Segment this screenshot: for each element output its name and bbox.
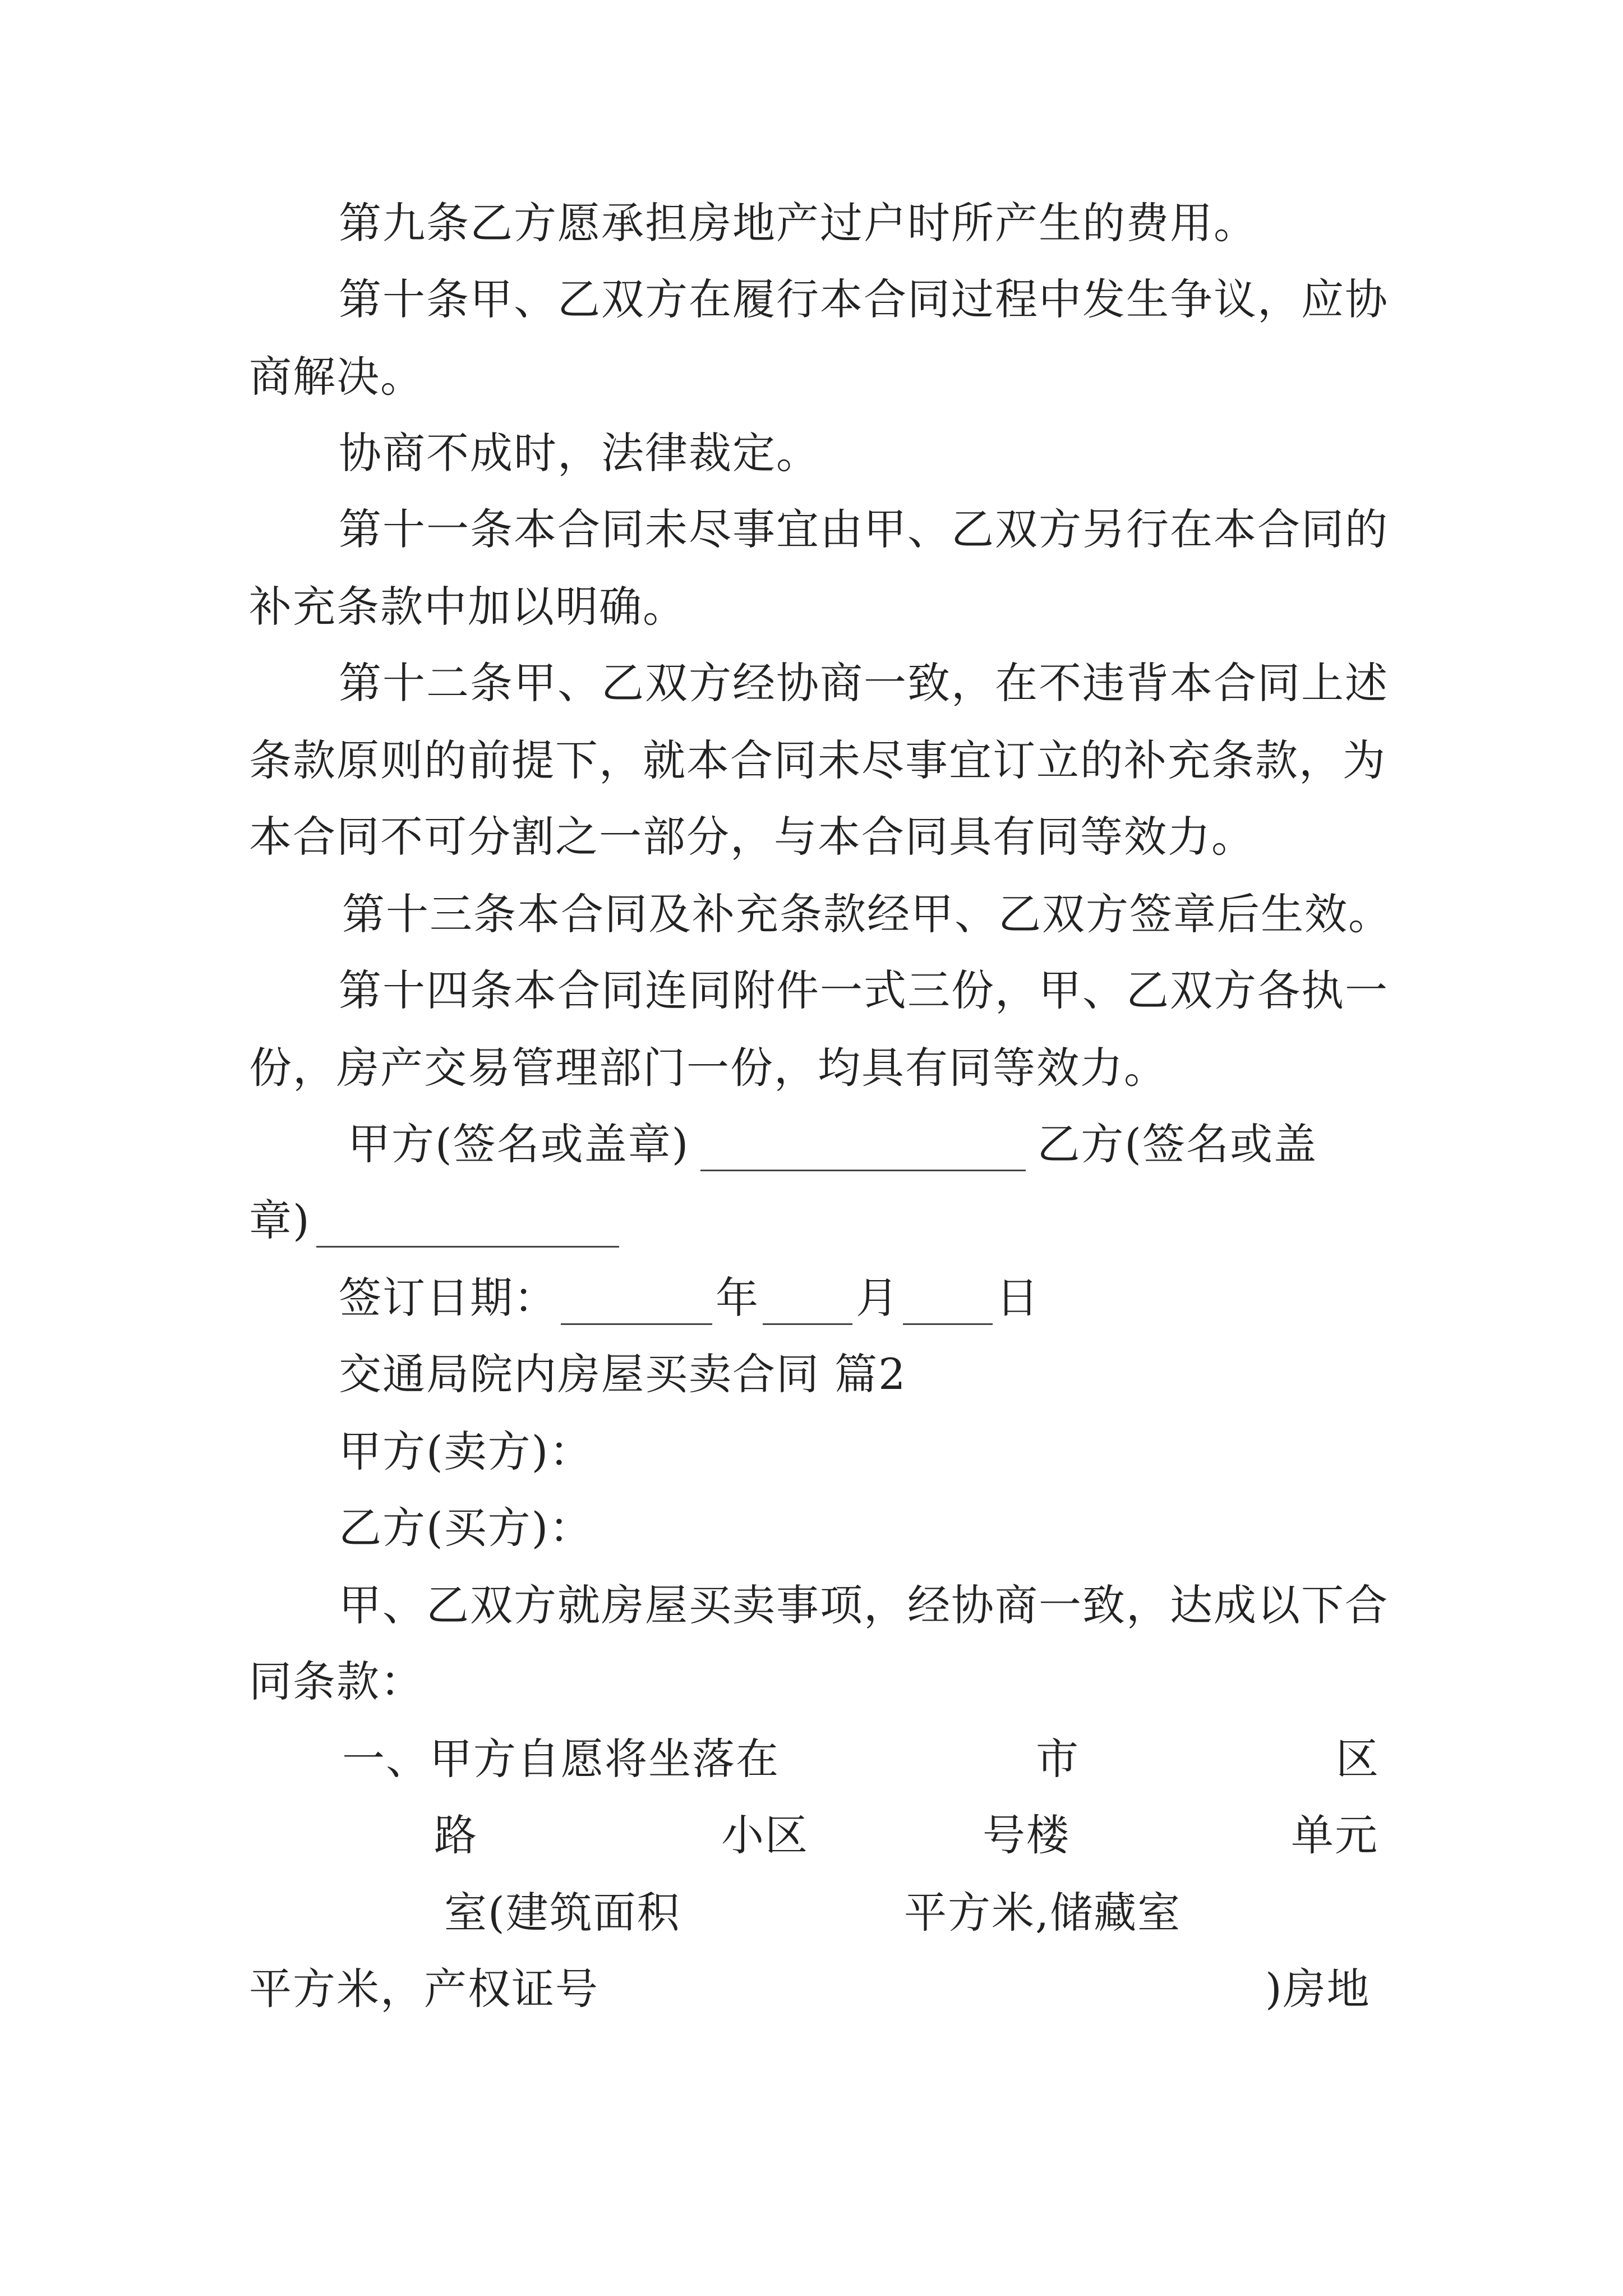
sign-date-month-label: 月 [856, 1273, 900, 1323]
party-buyer: 乙方(买方)： [339, 1503, 593, 1553]
clause-one-unit-label: 单元 [1291, 1810, 1378, 1860]
article-13-line-1: 第十三条本合同及补充条款经甲、乙双方签章后生效。 [342, 889, 1392, 939]
clause-one-room-area-label: 室(建筑面积 [444, 1888, 681, 1938]
article-10-line-2: 商解决。 [249, 352, 424, 402]
clause-one-row-4 [0, 1962, 1623, 2016]
article-9-line-1: 第九条乙方愿承担房地产过户时所产生的费用。 [339, 198, 1257, 248]
article-10-line-1: 第十条甲、乙双方在履行本合同过程中发生争议，应协 [339, 274, 1389, 324]
sign-date-day-label: 日 [996, 1273, 1040, 1323]
article-11-line-2: 补充条款中加以明确。 [249, 582, 686, 632]
section-title: 交通局院内房屋买卖合同 篇2 [339, 1349, 907, 1399]
article-11-line-1: 第十一条本合同未尽事宜由甲、乙双方另行在本合同的 [339, 504, 1389, 554]
clause-one-row-2 [0, 1809, 1623, 1862]
signature-row-2 [249, 1194, 619, 1248]
clause-one-community-label: 小区 [721, 1810, 809, 1860]
article-12-line-2: 条款原则的前提下，就本合同未尽事宜订立的补充条款，为 [249, 735, 1386, 785]
clause-one-building-label: 号楼 [983, 1810, 1070, 1860]
sign-date-year-label: 年 [716, 1273, 759, 1323]
party-seller: 甲方(卖方)： [339, 1427, 593, 1476]
clause-one-row-1 [342, 1732, 1380, 1786]
sign-date-label: 签订日期： [339, 1273, 557, 1323]
clause-one-row-3 [0, 1886, 1623, 1940]
clause-one-district-label: 区 [1336, 1734, 1380, 1784]
sign-date-year-blank[interactable] [561, 1290, 712, 1325]
clause-one-city-label: 市 [1036, 1734, 1080, 1784]
party-b-signature-label: 乙方(签名或盖 [1037, 1119, 1317, 1169]
intro-line-1: 甲、乙双方就房屋买卖事项，经协商一致，达成以下合 [339, 1580, 1389, 1630]
party-b-signature-blank[interactable] [316, 1212, 619, 1248]
intro-line-2: 同条款： [249, 1657, 424, 1706]
sign-date-day-blank[interactable] [903, 1290, 993, 1325]
party-a-signature-label: 甲方(签名或盖章) [348, 1119, 690, 1169]
article-14-line-1: 第十四条本合同连同附件一式三份，甲、乙双方各执一 [339, 965, 1389, 1015]
article-12-line-3: 本合同不可分割之一部分，与本合同具有同等效力。 [249, 812, 1255, 862]
clause-one-road-label: 路 [434, 1810, 478, 1860]
article-14-line-2: 份，房产交易管理部门一份，均具有同等效力。 [249, 1043, 1168, 1093]
article-12-line-1: 第十二条甲、乙双方经协商一致，在不违背本合同上述 [339, 658, 1389, 708]
party-a-signature-blank[interactable] [700, 1136, 1026, 1171]
party-b-signature-label-end: 章) [249, 1195, 311, 1245]
sign-date-row [339, 1271, 1040, 1325]
clause-one-certificate-label: 平方米，产权证号 [249, 1964, 599, 2014]
clause-one-storage-label: 平方米,储藏室 [904, 1888, 1182, 1938]
sign-date-month-blank[interactable] [763, 1290, 852, 1325]
clause-one-property-label: )房地 [1265, 1964, 1371, 2014]
clause-one-location-label: 一、甲方自愿将坐落在 [342, 1734, 780, 1784]
signature-row [348, 1117, 1317, 1171]
article-10-continuation: 协商不成时，法律裁定。 [339, 428, 820, 478]
